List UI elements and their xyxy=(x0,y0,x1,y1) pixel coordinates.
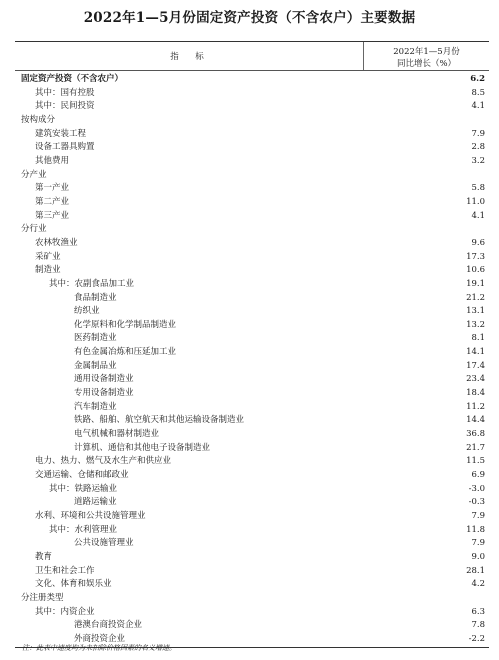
row-label: 其中：内资企业 xyxy=(35,606,95,617)
table-row xyxy=(15,141,489,155)
row-label: 港澳台商投资企业 xyxy=(74,620,143,631)
table-row xyxy=(15,606,489,620)
row-value: 18.4 xyxy=(466,388,485,399)
row-label: 其他费用 xyxy=(35,155,70,166)
table-row xyxy=(15,578,489,592)
row-value: 6.3 xyxy=(471,606,485,617)
row-label: 计算机、通信和其他电子设备制造业 xyxy=(74,442,211,453)
row-value: 14.4 xyxy=(466,415,485,426)
indicator-column-header: 指 标 xyxy=(170,52,208,62)
row-label: 固定资产投资（不含农户） xyxy=(21,74,124,84)
row-label: 交通运输、仓储和邮政业 xyxy=(35,470,129,481)
row-value: 14.1 xyxy=(466,347,485,358)
row-label: 其中：农副食品加工业 xyxy=(49,278,135,289)
page-title: 2022年1—5月份固定资产投资（不含农户）主要数据 xyxy=(83,10,416,26)
row-label: 有色金属冶炼和压延加工业 xyxy=(74,347,177,358)
row-value: 4.1 xyxy=(471,210,485,221)
row-value: 23.4 xyxy=(466,374,485,385)
row-value: 17.4 xyxy=(466,360,485,371)
row-label: 通用设备制造业 xyxy=(74,374,134,385)
row-label: 医药制造业 xyxy=(74,333,117,344)
row-value: 17.3 xyxy=(466,251,485,262)
row-label: 食品制造业 xyxy=(74,292,117,303)
table-row xyxy=(15,565,489,579)
row-label: 电力、热力、燃气及水生产和供应业 xyxy=(35,456,172,467)
table-row xyxy=(15,128,489,142)
row-value: 13.1 xyxy=(466,306,485,317)
row-value: 9.6 xyxy=(471,237,485,248)
row-label: 化学原料和化学制品制造业 xyxy=(74,319,177,330)
table-row xyxy=(15,292,489,306)
row-value: 3.2 xyxy=(471,155,485,166)
table-row xyxy=(15,510,489,524)
row-label: 按构成分 xyxy=(21,114,56,125)
row-value: 7.9 xyxy=(471,128,485,139)
row-value: 11.2 xyxy=(466,401,485,412)
row-label: 第一产业 xyxy=(35,183,70,194)
table-header xyxy=(15,42,489,71)
row-value: 7.8 xyxy=(471,620,485,631)
row-label: 其中：民间投资 xyxy=(35,101,95,112)
row-label: 铁路、船舶、航空航天和其他运输设备制造业 xyxy=(74,415,245,426)
table-row xyxy=(15,360,489,374)
row-label: 农林牧渔业 xyxy=(35,237,78,248)
table-row xyxy=(15,237,489,251)
table-row xyxy=(15,455,489,469)
table-row xyxy=(15,196,489,210)
table-row xyxy=(15,592,489,606)
row-label: 分行业 xyxy=(21,224,47,235)
table-row xyxy=(15,496,489,510)
row-value: 11.0 xyxy=(466,196,485,207)
row-label: 采矿业 xyxy=(35,251,61,262)
growth-column-header: 同比增长（%） xyxy=(396,59,457,69)
row-label: 公共设施管理业 xyxy=(74,538,134,549)
table-row xyxy=(15,332,489,346)
row-value: 10.6 xyxy=(466,265,485,276)
table-row xyxy=(15,524,489,538)
row-value: 21.2 xyxy=(466,292,485,303)
row-value: 8.1 xyxy=(471,333,485,344)
row-value: 4.1 xyxy=(471,101,485,112)
row-label: 其中：国有控股 xyxy=(35,87,95,98)
table-row xyxy=(15,414,489,428)
row-label: 汽车制造业 xyxy=(74,401,117,412)
table-row xyxy=(15,469,489,483)
footnote: 注：此表中速度均为未扣除价格因素的名义增速。 xyxy=(22,644,176,652)
row-label: 其中：水利管理业 xyxy=(49,524,118,535)
row-label: 其中：铁路运输业 xyxy=(49,483,118,494)
table-row xyxy=(15,401,489,415)
table-row xyxy=(15,483,489,497)
row-value: 9.0 xyxy=(471,551,485,562)
table-row xyxy=(15,100,489,114)
row-value: -3.0 xyxy=(468,483,485,494)
row-value: 11.8 xyxy=(466,524,485,535)
row-value: 21.7 xyxy=(466,442,485,453)
row-value: 8.5 xyxy=(471,87,485,98)
row-label: 金属制品业 xyxy=(74,360,117,371)
table-row xyxy=(15,537,489,551)
row-value: 28.1 xyxy=(466,565,485,576)
row-value: 5.8 xyxy=(471,183,485,194)
table-row xyxy=(15,346,489,360)
table-row xyxy=(15,182,489,196)
table-row xyxy=(15,73,489,87)
table-row xyxy=(15,87,489,101)
row-label: 水利、环境和公共设施管理业 xyxy=(35,511,146,521)
row-label: 专用设备制造业 xyxy=(74,388,134,399)
row-label: 卫生和社会工作 xyxy=(35,565,95,576)
row-value: 6.9 xyxy=(471,470,485,481)
row-value: 6.2 xyxy=(470,74,485,84)
row-label: 外商投资企业 xyxy=(74,633,126,644)
row-value: 4.2 xyxy=(471,579,485,590)
row-label: 纺织业 xyxy=(74,306,100,317)
row-label: 教育 xyxy=(35,551,53,562)
table-row xyxy=(15,251,489,265)
table-row xyxy=(15,278,489,292)
table-row xyxy=(15,264,489,278)
row-label: 建筑安装工程 xyxy=(35,128,87,139)
table-row xyxy=(15,169,489,183)
table-row xyxy=(15,210,489,224)
row-value: 19.1 xyxy=(466,278,485,289)
table-row xyxy=(15,428,489,442)
row-label: 道路运输业 xyxy=(74,497,117,508)
row-label: 文化、体育和娱乐业 xyxy=(35,579,112,590)
row-label: 设备工器具购置 xyxy=(35,142,95,153)
row-label: 第二产业 xyxy=(35,196,70,207)
row-value: -0.3 xyxy=(468,497,485,508)
row-label: 电气机械和器材制造业 xyxy=(74,429,160,440)
table-row xyxy=(15,387,489,401)
table-row xyxy=(15,373,489,387)
row-value: 13.2 xyxy=(466,319,485,330)
table-body xyxy=(15,71,489,648)
row-label: 分产业 xyxy=(21,169,47,180)
data-table xyxy=(15,41,489,648)
row-label: 制造业 xyxy=(35,265,61,276)
period-column-header: 2022年1—5月份 xyxy=(393,47,460,57)
row-label: 分注册类型 xyxy=(21,592,64,603)
row-value: 7.9 xyxy=(471,538,485,549)
row-value: 11.5 xyxy=(466,456,485,467)
row-value: 7.9 xyxy=(471,511,485,521)
row-value: 2.8 xyxy=(471,142,485,153)
row-value: -2.2 xyxy=(468,633,485,644)
row-label: 第三产业 xyxy=(35,210,70,221)
table-row xyxy=(15,114,489,128)
table-row xyxy=(15,619,489,633)
table-row xyxy=(15,305,489,319)
table-row xyxy=(15,442,489,456)
table-row xyxy=(15,319,489,333)
table-row xyxy=(15,155,489,169)
table-row xyxy=(15,223,489,237)
row-value: 36.8 xyxy=(466,429,485,440)
table-row xyxy=(15,551,489,565)
